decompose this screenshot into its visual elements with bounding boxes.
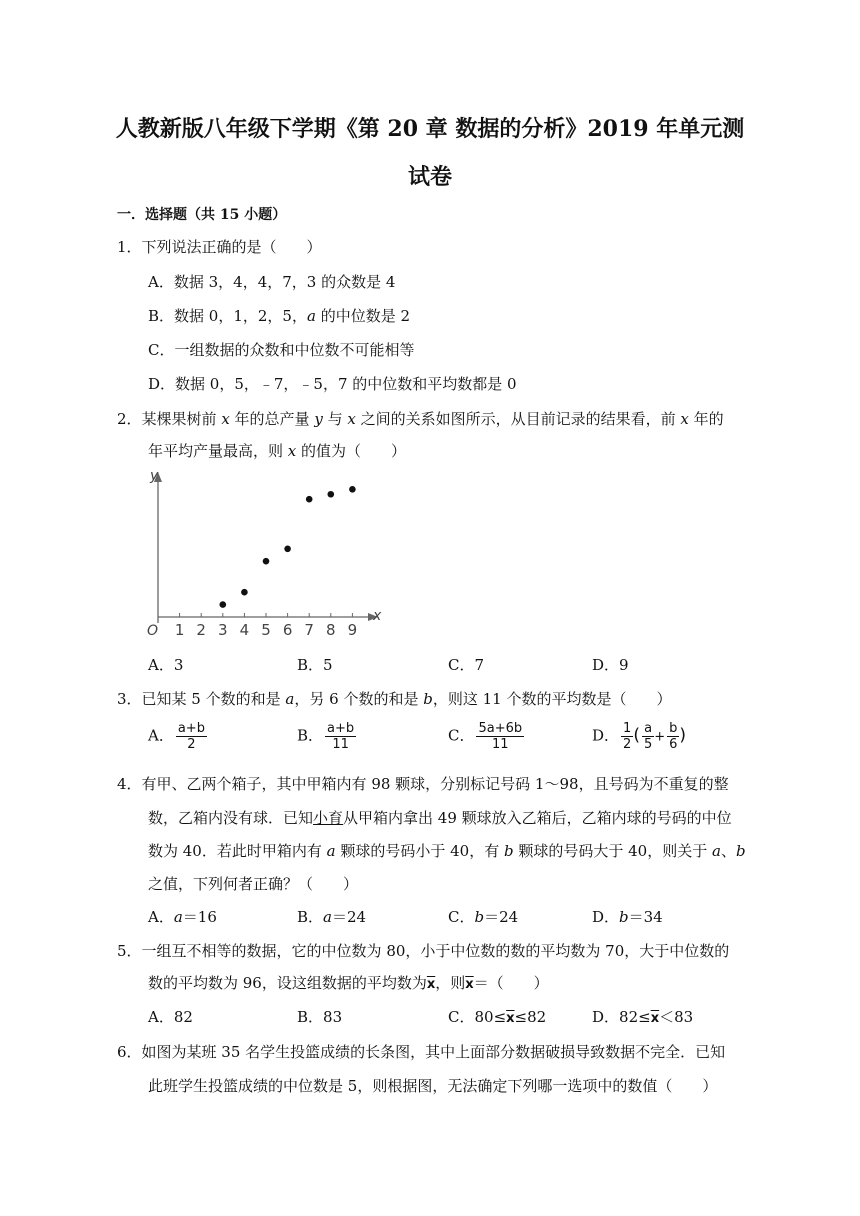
scatter-point: [241, 589, 248, 596]
question-1-stem: 1．下列说法正确的是（ ）: [117, 238, 322, 256]
x-tick-label: 8: [326, 621, 336, 639]
question-4-option-a: A．a＝16: [148, 908, 217, 926]
question-2-stem-line-1: 2．某棵果树前 x 年的总产量 y 与 x 之间的关系如图所示，从目前记录的结果看，前 x 年的: [117, 410, 724, 428]
question-5-option-d: D．$82\le\overline{x}<83$: [592, 1008, 694, 1026]
question-4-option-d: D．b＝34: [592, 908, 663, 926]
scatter-point: [220, 601, 227, 608]
fraction: $\frac{1}{2}$: [623, 721, 632, 752]
page-title-line-1: 人教新版八年级下学期《第 20 章 数据的分析》2019 年单元测: [115, 116, 745, 142]
question-3-option-a: A． $\frac{a+b}{2}$: [148, 721, 205, 752]
scatter-point: [263, 558, 270, 565]
question-4-option-b: B．a＝24: [297, 908, 367, 926]
question-4-option-c: C．b＝24: [448, 908, 519, 926]
scatter-point: [284, 546, 291, 553]
question-3-option-c: C． $\frac{5a+6b}{11}$: [448, 721, 523, 752]
origin-label: O: [147, 623, 159, 639]
question-1-option-d: D．数据 0，5，﹣7，﹣5，7 的中位数和平均数都是 0: [148, 375, 517, 393]
question-2-option-b: B．5: [297, 656, 333, 674]
question-2-scatter-chart: [140, 466, 380, 640]
fraction: $\frac{a}{5}$: [643, 721, 653, 752]
question-5-option-a: A．82: [148, 1008, 193, 1026]
x-bar-symbol: $\overline{x}$: [465, 977, 474, 992]
x-tick-label: 6: [282, 621, 293, 639]
scatter-point: [349, 486, 356, 493]
question-5-option-c: C．$80\le\overline{x}\le 82$: [448, 1008, 547, 1026]
x-tick-label: 9: [347, 621, 358, 639]
fraction: $\frac{a+b}{2}$: [177, 721, 205, 752]
question-3-option-d: D． $\frac{1}{2}$ ( $\frac{a}{5}$ + $\frac{b}{6}$ ): [592, 721, 687, 752]
question-2-option-d: D．9: [592, 656, 629, 674]
x-tick-label: 5: [261, 621, 271, 639]
question-4-stem-line-2: 数，乙箱内没有球．已知小育从甲箱内拿出 49 颗球放入乙箱后，乙箱内球的号码的中位: [148, 809, 732, 827]
fraction: $\frac{a+b}{11}$: [327, 721, 355, 752]
question-5-stem-line-1: 5．一组互不相等的数据，它的中位数为 80，小于中位数的数的平均数为 70，大于中位数的: [117, 942, 730, 960]
x-axis-label: x: [373, 608, 382, 624]
question-4-stem-line-1: 4．有甲、乙两个箱子，其中甲箱内有 98 颗球，分别标记号码 1～98，且号码为不重复的整: [117, 775, 729, 793]
scatter-point: [306, 496, 313, 503]
question-5-stem-line-2: 数的平均数为 96，设这组数据的平均数为$\overline{x}$，则$\overline{x}=$（ ）: [148, 974, 549, 992]
question-3-stem: 3．已知某 5 个数的和是 a，另 6 个数的和是 b，则这 11 个数的平均数是（ ）: [117, 690, 672, 708]
x-bar-symbol: $\overline{x}$: [506, 1011, 515, 1026]
question-1-option-b: B．数据 0，1，2，5，a 的中位数是 2: [148, 307, 411, 325]
question-2-option-a: A．3: [148, 656, 184, 674]
section-heading: 一．选择题（共 15 小题）: [117, 207, 287, 223]
question-2-option-c: C．7: [448, 656, 485, 674]
x-tick-label: 3: [218, 621, 228, 639]
x-tick-label: 2: [196, 621, 206, 639]
x-tick-label: 1: [174, 621, 185, 639]
question-1-option-c: C．一组数据的众数和中位数不可能相等: [148, 341, 415, 359]
x-bar-symbol: $\overline{x}$: [650, 1011, 660, 1026]
page-title-line-2: 试卷: [407, 164, 452, 190]
x-bar-symbol: $\overline{x}$: [426, 977, 436, 992]
question-6-stem-line-2: 此班学生投篮成绩的中位数是 5，则根据图，无法确定下列哪一选项中的数值（ ）: [148, 1077, 718, 1095]
x-tick-label: 7: [304, 621, 314, 639]
question-5-option-b: B．83: [297, 1008, 343, 1026]
y-axis-label: y: [150, 468, 159, 484]
question-4-stem-line-3: 数为 40．若此时甲箱内有 a 颗球的号码小于 40，有 b 颗球的号码大于 40，则关于 a、b: [148, 842, 746, 860]
question-3-option-b: B． $\frac{a+b}{11}$: [297, 721, 355, 752]
question-4-stem-line-4: 之值，下列何者正确？（ ）: [148, 875, 359, 893]
question-2-stem-line-2: 年平均产量最高，则 x 的值为（ ）: [148, 442, 407, 460]
x-tick-label: 4: [239, 621, 250, 639]
scatter-point: [328, 491, 335, 498]
question-1-option-a: A．数据 3，4，4，7，3 的众数是 4: [148, 273, 396, 291]
fraction: $\frac{5a+6b}{11}$: [478, 721, 523, 752]
question-6-stem-line-1: 6．如图为某班 35 名学生投篮成绩的长条图，其中上面部分数据破损导致数据不完全．已知: [117, 1043, 726, 1061]
fraction: $\frac{b}{6}$: [669, 721, 678, 752]
